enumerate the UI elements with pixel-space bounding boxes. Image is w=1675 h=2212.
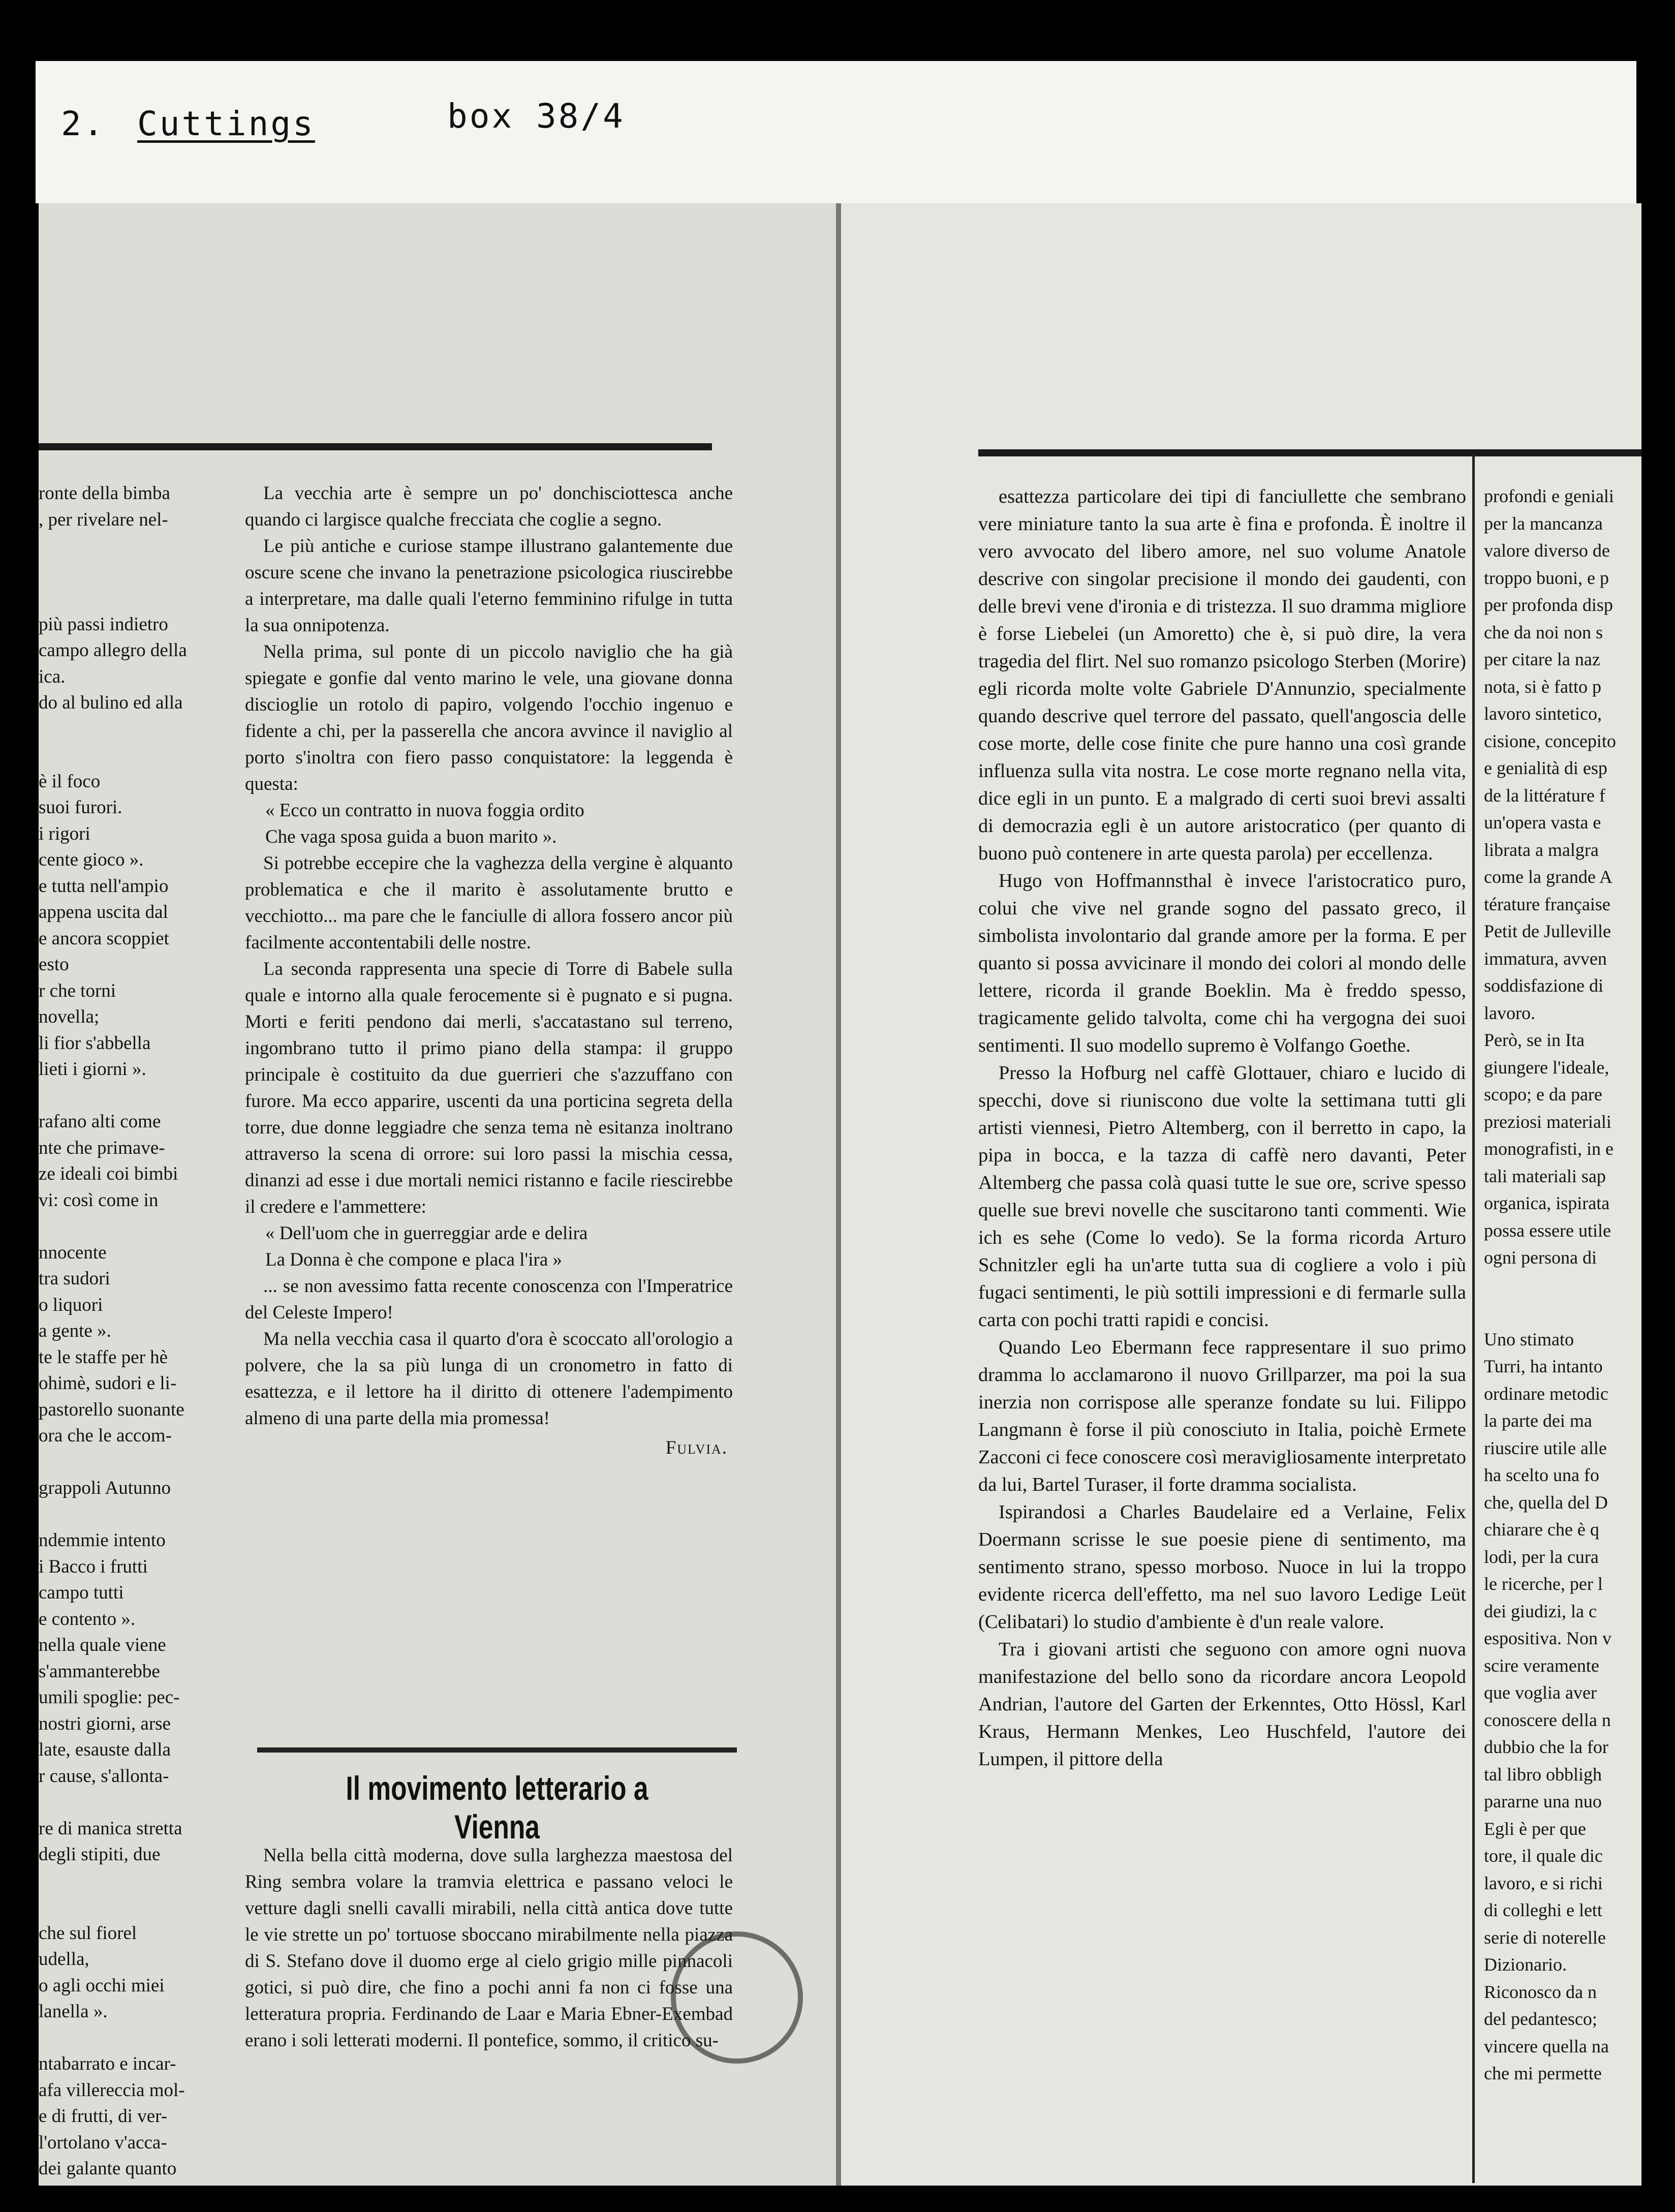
text-line: rafano alti come	[39, 1111, 161, 1132]
text-line: , per rivelare nel-	[39, 509, 168, 530]
text-line	[39, 742, 242, 769]
text-line: espositiva. Non v	[1484, 1628, 1611, 1648]
text-line: tore, il quale dic	[1484, 1846, 1603, 1866]
text-line: grappoli Autunno	[39, 1478, 171, 1498]
text-line: i rigori	[39, 823, 90, 844]
text-line: e di frutti, di ver-	[39, 2106, 168, 2127]
column-vecchia-arte	[245, 480, 733, 1461]
text-line: più passi indietro	[39, 613, 168, 635]
text-line: un'opera vasta e	[1484, 812, 1601, 833]
text-line: tal libro obbligh	[1484, 1764, 1602, 1785]
text-line	[39, 1868, 242, 1894]
text-line: que voglia aver	[1484, 1682, 1597, 1703]
text-line: ogni persona di	[1484, 1247, 1597, 1268]
text-line	[1484, 1299, 1641, 1326]
text-line: te le staffe per hè	[39, 1346, 168, 1368]
text-line: Però, se in Ita	[1484, 1030, 1585, 1050]
text-line: lieti i giorni ».	[39, 1059, 146, 1080]
text-line: è il foco	[39, 771, 101, 792]
page-fold	[836, 203, 841, 2186]
text-line	[39, 716, 242, 743]
text-line: riuscire utile alle	[1484, 1437, 1607, 1458]
text-line: le ricerche, per l	[1484, 1574, 1603, 1594]
text-line: ora che le accom-	[39, 1425, 172, 1446]
text-line: cisione, concepito	[1484, 730, 1616, 751]
text-line: serie di noterelle	[1484, 1927, 1606, 1948]
text-line: de la littérature f	[1484, 785, 1605, 806]
text-line	[39, 1501, 242, 1528]
text-line: scire veramente	[1484, 1655, 1599, 1676]
text-line: immatura, avven	[1484, 948, 1607, 969]
paragraph: La seconda rappresenta una specie di Torre di Babele sulla quale e intorno alla quale ferocemente si è pugnato e si pugna. Morti e feriti pendono dai merli, s'accatastano sul terreno, ingombrano tutto il primo piano della stampa: il gruppo principale è costituito da due guerrieri che s'azzuffano con furore. Ma ecco apparire, uscenti da una porticina segreta della torre, due donne leggiadre che senza tema nè esitanza inoltrano attraverso la scena di orrore: sui loro passi la mischia cessa, dinanzi ad esse i due mortali nemici ristanno e facile riescirebbe il credere e l'ammettere:	[245, 959, 733, 1217]
text-line: per la mancanza	[1484, 513, 1603, 534]
text-line: del pedantesco;	[1484, 2009, 1597, 2029]
text-line	[39, 559, 242, 586]
text-line: r cause, s'allonta-	[39, 1765, 169, 1787]
text-line: dei giudizi, la c	[1484, 1601, 1597, 1621]
text-line: nota, si è fatto p	[1484, 676, 1601, 697]
text-line: che sul fiorel	[39, 1922, 137, 1944]
article-body-start	[245, 1842, 733, 2054]
text-line: appena uscita dal	[39, 902, 168, 923]
text-line: lavoro, e si richi	[1484, 1872, 1603, 1893]
text-line: come la grande A	[1484, 867, 1612, 887]
text-line: nella quale viene	[39, 1635, 166, 1655]
text-line: e genialità di esp	[1484, 758, 1607, 778]
text-line: possa essere utile	[1484, 1220, 1611, 1241]
archive-label: Cuttings	[137, 104, 315, 143]
text-line: ze ideali coi bimbi	[39, 1163, 178, 1184]
paragraph: Le più antiche e curiose stampe illustrano galantemente due oscure scene che invano la penetrazione psicologica riuscirebbe a interpretare, ma dalle quali l'eterno femminino rifulge in tutta la sua onnipotenza.	[245, 536, 733, 636]
text-line: chiarare che è q	[1484, 1519, 1599, 1540]
column-fragment-left	[39, 480, 242, 2182]
text-line: nte che primave-	[39, 1137, 165, 1158]
text-line: nnocente	[39, 1242, 107, 1263]
text-line	[39, 585, 242, 611]
text-line: lavoro sintetico,	[1484, 703, 1602, 724]
section-rule-left	[39, 443, 712, 450]
text-line: ohimè, sudori e li-	[39, 1373, 177, 1394]
text-line: campo tutti	[39, 1582, 124, 1603]
archive-box-number: box 38/4	[447, 97, 625, 136]
text-line: ica.	[39, 666, 66, 687]
text-line: per citare la naz	[1484, 649, 1600, 669]
text-line: novella;	[39, 1006, 100, 1027]
text-line: e tutta nell'ampio	[39, 875, 169, 897]
text-line: ordinare metodic	[1484, 1383, 1608, 1404]
text-line	[39, 2025, 242, 2051]
text-line	[39, 1213, 242, 1240]
text-line: profondi e geniali	[1484, 486, 1614, 506]
text-line: umili spoglie: pec-	[39, 1687, 180, 1708]
text-line: valore diverso de	[1484, 540, 1610, 561]
text-line: udella,	[39, 1949, 89, 1970]
paragraph: Nella bella città moderna, dove sulla larghezza maestosa del Ring sembra volare la tramvia elettrica e passano veloci le vetture dagli snelli cavalli mirabili, nella città antica dove tutte le vie strette un po' tortuose sboccano mirabilmente nella piazza di S. Stefano dove il duomo erge al cielo grigio mille pinnacoli gotici, si può dire, che fino a pochi anni fa non ci fosse una letteratura propria. Ferdinando de Laar e Maria Ebner-Exembad erano i soli letterati moderni. Il pontefice, sommo, il critico su-	[245, 1845, 733, 2051]
paragraph: Hugo von Hoffmannsthal è invece l'aristocratico puro, colui che vive nel grande sogno del passato greco, il simbolista involontario dal grande amore per la forma. E per quanto si possa avvicinare il mondo dei colori al mondo delle lettere, ricorda il grande Boeklin. Ma è freddo spesso, tragicamente gelido talvolta, come chi ha vergogna dei suoi sentimenti. Il suo modello supremo è Volfango Goethe.	[978, 870, 1466, 1056]
text-line: lavoro.	[1484, 1002, 1535, 1023]
text-line: soddisfazione di	[1484, 975, 1603, 996]
column-divider	[1472, 455, 1475, 2183]
text-line: pastorello suonante	[39, 1399, 184, 1420]
archive-number: 2.	[61, 104, 106, 143]
text-line: ntabarrato e incar-	[39, 2053, 176, 2074]
paragraph: Ispirandosi a Charles Baudelaire ed a Verlaine, Felix Doermann scrisse le sue poesie piene di sentimento, ma sentimento strano, spesso morboso. Nuoce in lui la troppo evidente ricerca dell'effetto, ma nel suo lavoro Ledige Leüt (Celibatari) lo studio d'ambiente è d'un reale valore.	[978, 1501, 1466, 1633]
text-line: librata a malgra	[1484, 839, 1599, 860]
text-line: late, esauste dalla	[39, 1739, 171, 1760]
text-line: ha scelto una fo	[1484, 1465, 1599, 1485]
paragraph: Nella prima, sul ponte di un piccolo naviglio che ha già spiegate e gonfie dal vento marino le vele, una giovane donna discioglie un rotolo di papiro, volgendo l'occhio ingenuo e fidente a chi, per la passerella che ancora avvince il naviglio al porto s'inoltra con fiero passo conquistatore: la leggenda è questa:	[245, 641, 733, 794]
text-line: tra sudori	[39, 1268, 110, 1289]
text-line: e contento ».	[39, 1608, 136, 1630]
text-line: conoscere della n	[1484, 1709, 1611, 1730]
text-line: do al bulino ed alla	[39, 692, 183, 713]
text-line: Dizionario.	[1484, 1954, 1567, 1975]
text-line	[39, 1449, 242, 1476]
text-line: l'ortolano v'acca-	[39, 2132, 167, 2153]
text-line: Turri, ha intanto	[1484, 1356, 1603, 1376]
text-line: che mi permette	[1484, 2063, 1602, 2083]
text-line: di colleghi e lett	[1484, 1900, 1602, 1920]
verse-line: La Donna è che compone e placa l'ira »	[265, 1249, 562, 1270]
text-line: a gente ».	[39, 1320, 111, 1341]
text-line: esto	[39, 954, 69, 975]
text-line: degli stipiti, due	[39, 1844, 161, 1865]
text-line	[1484, 1272, 1641, 1299]
text-line: monografisti, in e	[1484, 1139, 1614, 1159]
text-line: lodi, per la cura	[1484, 1546, 1599, 1567]
paragraph: Quando Leo Ebermann fece rappresentare il suo primo dramma lo acclamarono il nuovo Grillparzer, ma poi la sua inerzia non corrispose alle speranze fondate su lui. Filippo Langmann è forse il più conosciuto in Italia, poichè Ermete Zacconi ci fece conoscere così meravigliosamente interpretato da lui, Bartel Turaser, il forte dramma socialista.	[978, 1337, 1466, 1495]
verse-line: « Dell'uom che in guerreggiar arde e delira	[265, 1223, 588, 1244]
section-rule-right	[978, 449, 1641, 456]
text-line: Riconosco da n	[1484, 1981, 1597, 2002]
column-fragment-right	[1484, 483, 1641, 2087]
text-line: dubbio che la for	[1484, 1737, 1608, 1757]
paragraph: Tra i giovani artisti che seguono con amore ogni nuova manifestazione del bello sono da ricordare ancora Leopold Andrian, l'autore del Garten der Erkenntes, Otto Hössl, Karl Kraus, Hermann Menkes, Leo Huschfeld, l'autore dei Lumpen, il pittore della	[978, 1639, 1466, 1770]
text-line: Uno stimato	[1484, 1329, 1574, 1349]
text-line: o agli occhi miei	[39, 1975, 165, 1996]
paragraph: Presso la Hofburg nel caffè Glottauer, chiaro e lucido di specchi, dove si riuniscono due volte la settimana tutti gli artisti viennesi, Pietro Altemberg, con il berretto in capo, la pipa in bocca, e la tazza di caffè nero davanti, Peter Altemberg che passa colà quasi tutte le sue ore, scrive spesso quelle sue brevi novelle che suscitarono tanti commenti. Wie ich es sehe (Come lo vedo). Se la forma ricorda Arturo Schnitzler egli ha un'arte tutta sua di cogliere a volo i più fugaci sentimenti, le più sottili impressioni e di fermarle sulla carta con pochi tratti rapidi e concisi.	[978, 1062, 1466, 1331]
text-line: afa villereccia mol-	[39, 2079, 185, 2101]
text-line: campo allegro della	[39, 640, 187, 661]
text-line: preziosi materiali	[1484, 1111, 1611, 1132]
text-line: che, quella del D	[1484, 1492, 1608, 1513]
verse-line: Che vaga sposa guida a buon marito ».	[265, 826, 557, 847]
text-line: li fior s'abbella	[39, 1032, 151, 1054]
text-line: suoi furori.	[39, 797, 122, 818]
text-line: per profonda disp	[1484, 595, 1613, 615]
text-line: vincere quella na	[1484, 2036, 1609, 2056]
paragraph: esattezza particolare dei tipi di fanciullette che sembrano vere miniature tanto la sua arte è fina e profonda. È inoltre il vero avvocato del libero amore, nel suo volume Anatole descrive con singolar precisione il mondo dei gaudenti, con delle brevi vene d'ironia e di tristezza. Il suo dramma migliore è forse Liebelei (un Amoretto) che è, si può dire, la vera tragedia del flirt. Nel suo romanzo psicologo Sterben (Morire) egli ricorda molte volte Gabriele D'Annunzio, specialmente quando descrive quel terrore del passato, quell'angoscia delle cose morte, delle cose finite che pure hanno una così grande influenza sulla vita nostra. Le cose morte regnano nella vita, dice egli in un punto. E a malgrado di certi suoi brevi assalti di democrazia egli è un autore aristocratico (per quanto di buono può contenere in arte questa parola) per eccellenza.	[978, 486, 1466, 864]
text-line: organica, ispirata	[1484, 1193, 1610, 1213]
article-title: Il movimento letterario a Vienna	[346, 1769, 648, 1846]
text-line: tali materiali sap	[1484, 1165, 1606, 1186]
text-line: o liquori	[39, 1294, 103, 1315]
verse-line: « Ecco un contratto in nuova foggia ordito	[265, 800, 584, 821]
text-line: ronte della bimba	[39, 483, 170, 504]
text-line: lanella ».	[39, 2001, 108, 2022]
paragraph: Ma nella vecchia casa il quarto d'ora è scoccato all'orologio a polvere, che la sa più lunga di un cronometro in fatto di esattezza, e il lettore ha il diritto di ottenere l'adempimento almeno di una parte della mia promessa!	[245, 1329, 733, 1429]
text-line: dei galante quanto	[39, 2158, 177, 2179]
text-line: Petit de Julleville	[1484, 921, 1611, 941]
paragraph: La vecchia arte è sempre un po' donchisciottesca anche quando ci largisce qualche frecciata che coglie a segno.	[245, 483, 733, 530]
text-line: vi: così come in	[39, 1189, 159, 1211]
paragraph: ... se non avessimo fatta recente conoscenza con l'Imperatrice del Celeste Impero!	[245, 1276, 733, 1323]
text-line	[39, 1789, 242, 1816]
text-line: che da noi non s	[1484, 622, 1603, 642]
text-line: re di manica stretta	[39, 1818, 182, 1839]
signature: Fulvia.	[665, 1437, 728, 1458]
text-line: s'ammanterebbe	[39, 1661, 160, 1682]
text-line: pararne una nuo	[1484, 1791, 1602, 1811]
text-line: scopo; e da pare	[1484, 1084, 1602, 1104]
text-line: térature française	[1484, 894, 1610, 914]
paragraph: Si potrebbe eccepire che la vaghezza della vergine è alquanto problematica e che il marito è assolutamente brutto e vecchiotto... ma pare che le fanciulle di allora fossero ancor più facilmente accontentabili delle nostre.	[245, 853, 733, 953]
ink-stamp	[671, 1931, 803, 2064]
text-line: Egli è per que	[1484, 1818, 1586, 1839]
text-line: nostri giorni, arse	[39, 1713, 171, 1734]
text-line: ndemmie intento	[39, 1530, 166, 1551]
text-line: e ancora scoppiet	[39, 928, 169, 949]
text-line	[39, 533, 242, 559]
text-line	[39, 1894, 242, 1920]
text-line: r che torni	[39, 980, 116, 1001]
article-body-continued	[978, 483, 1466, 1773]
text-line: troppo buoni, e p	[1484, 567, 1609, 588]
text-line: cente gioco ».	[39, 849, 144, 870]
text-line: giungere l'ideale,	[1484, 1057, 1609, 1078]
title-rule	[257, 1747, 737, 1753]
text-line: i Bacco i frutti	[39, 1556, 148, 1577]
text-line: la parte dei ma	[1484, 1410, 1592, 1431]
text-line	[39, 1083, 242, 1109]
